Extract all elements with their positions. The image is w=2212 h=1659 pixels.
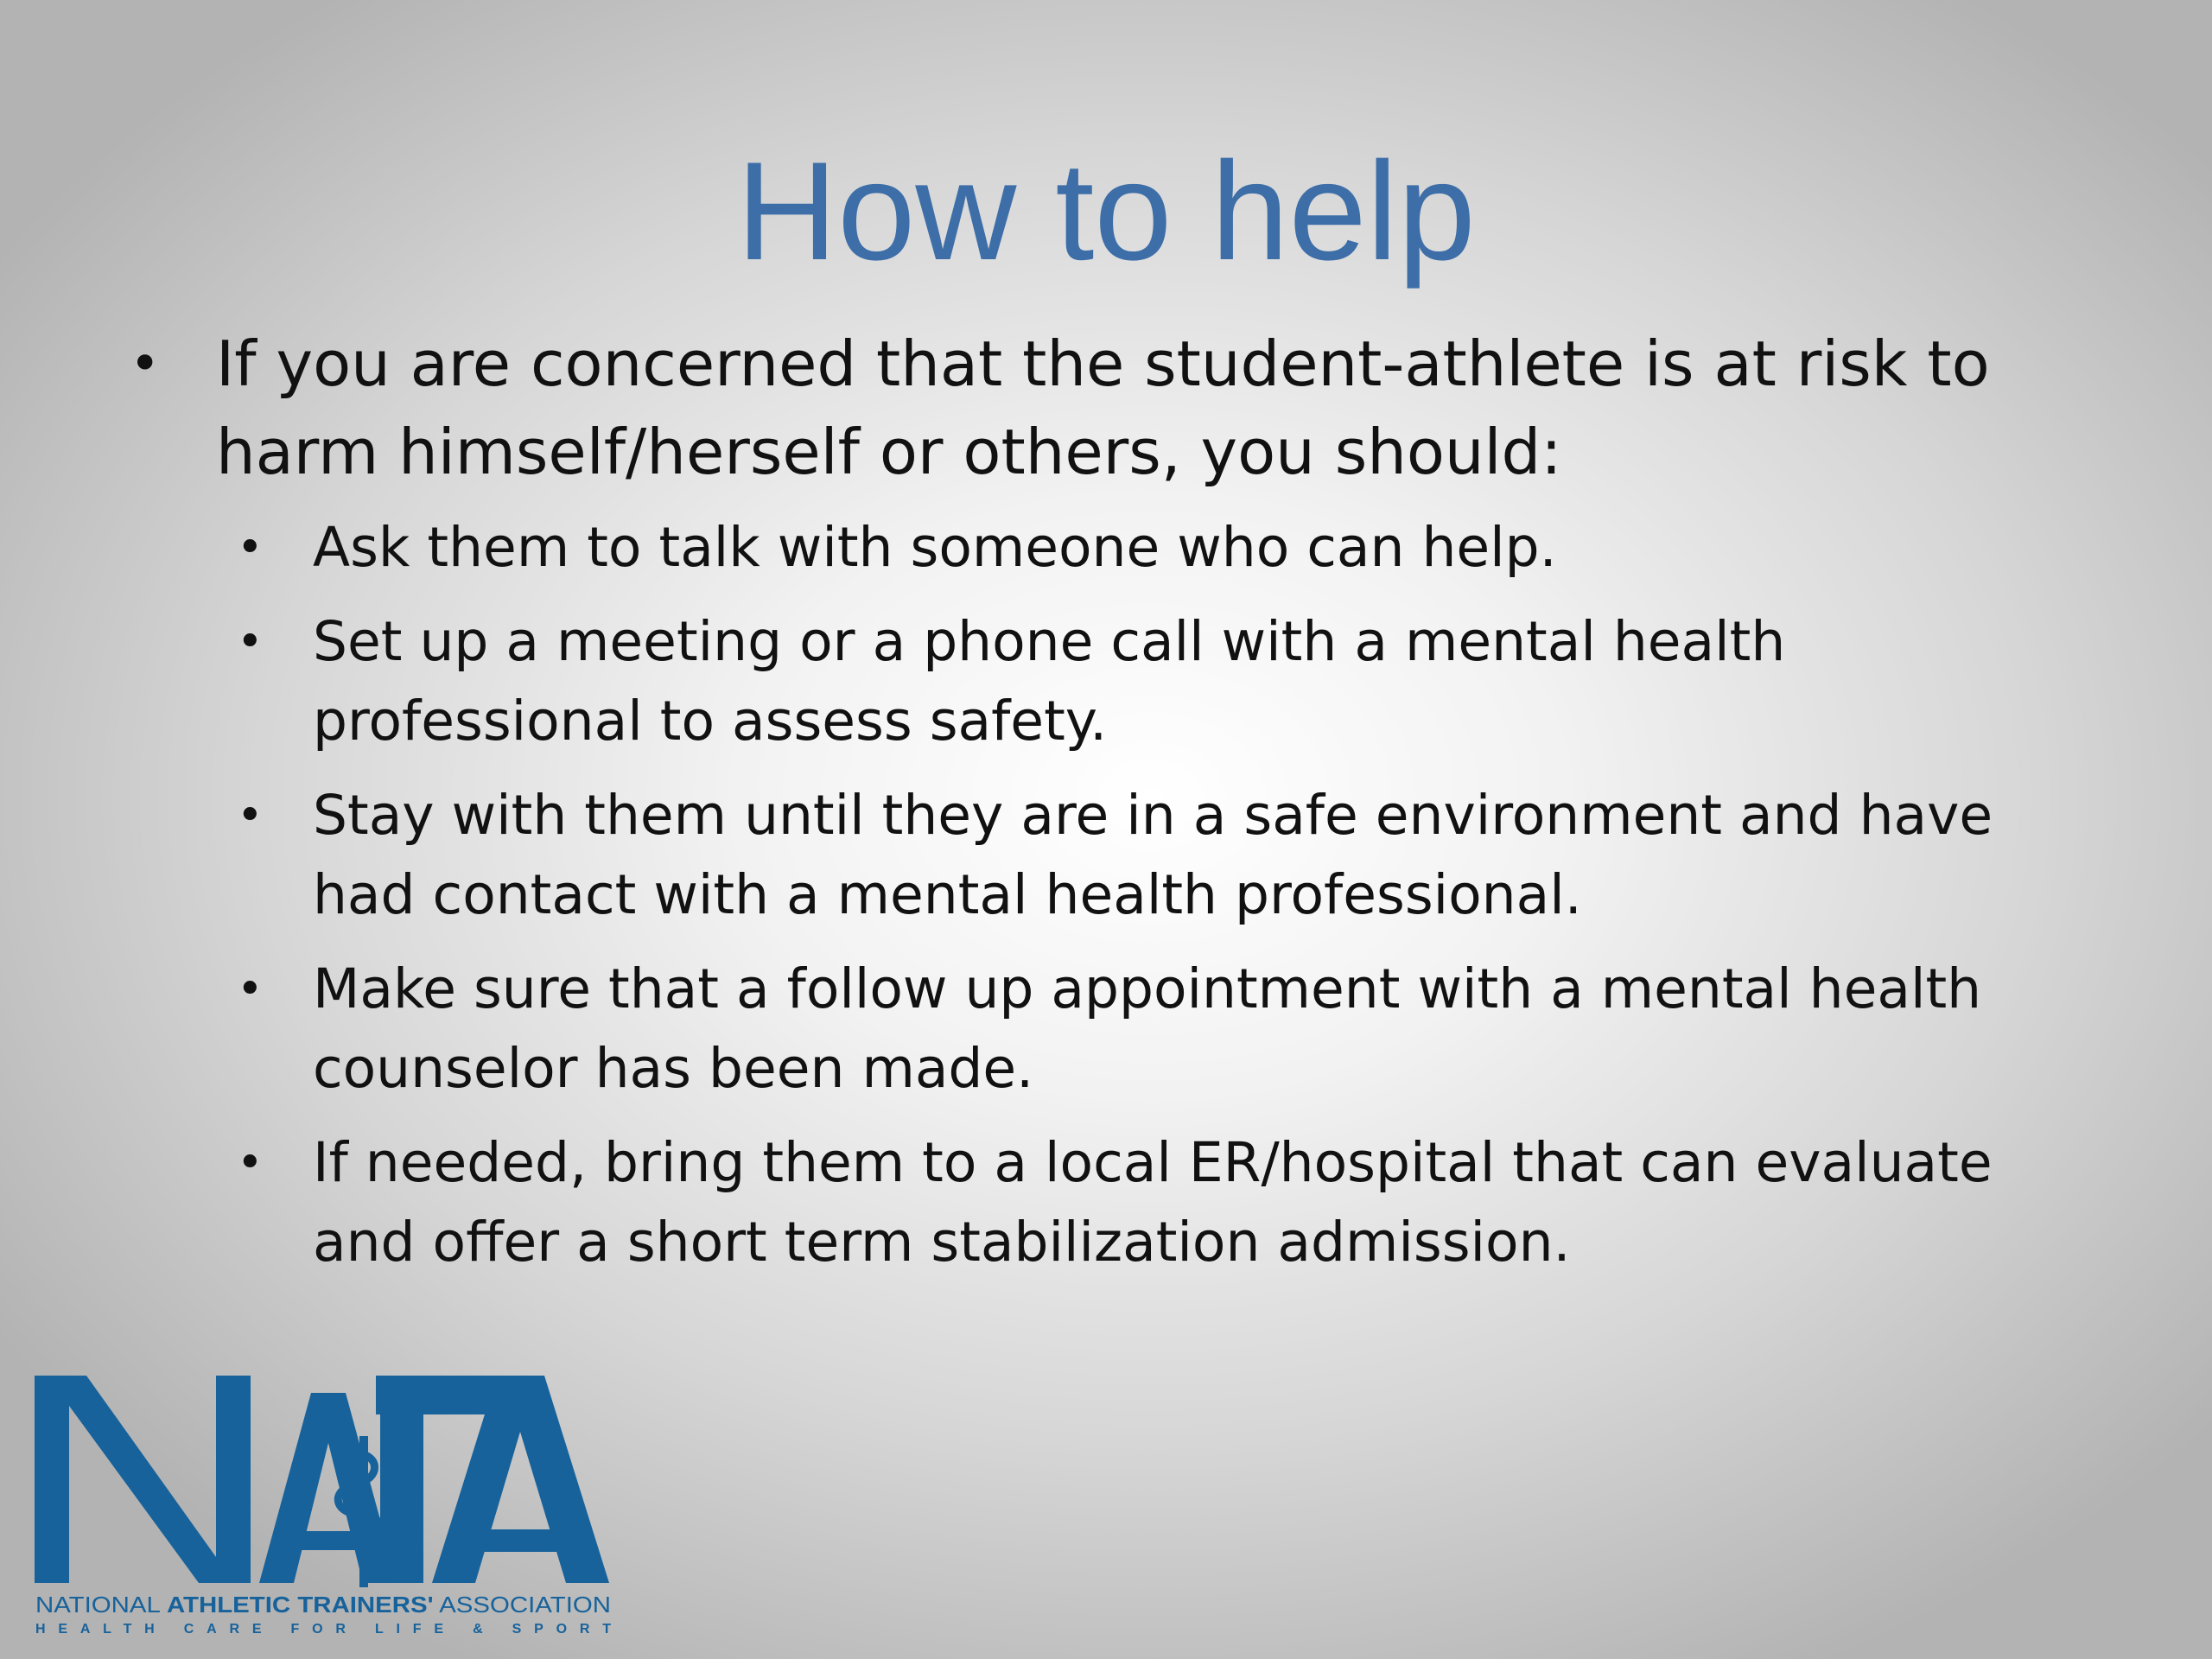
logo-letter-a-left — [259, 1393, 397, 1583]
logo-org-association: ASSOCIATION — [433, 1593, 588, 1618]
logo-letter-a-right-bar — [477, 1529, 565, 1552]
bullet-dot-icon: • — [237, 1137, 264, 1189]
nata-logo-graphic — [35, 1376, 613, 1637]
bullet-dot-icon: • — [130, 334, 161, 394]
sub-bullet-text: Ask them to talk with someone who can help. — [313, 516, 1557, 579]
bullet-dot-icon: • — [237, 522, 264, 574]
logo-org-athletic-trainers: ATHLETIC TRAINERS' — [166, 1593, 398, 1618]
bullet-dot-icon: • — [237, 616, 264, 668]
nata-logo — [35, 1376, 613, 1637]
bullet-main-text: If you are concerned that the student-athlete is at risk to harm himself/herself or others, you should: — [216, 327, 1990, 488]
sub-bullet — [237, 602, 2050, 761]
sub-bullet-text: If needed, bring them to a local ER/hospital that can evaluate and offer a short term stabilization admission. — [313, 1131, 1993, 1274]
svg-text:NATIONAL ATHLETIC TRAINERS' AS — [35, 1593, 611, 1618]
logo-letter-t-stem — [380, 1414, 423, 1583]
bullet-dot-icon: • — [237, 790, 264, 842]
slide-title: How to help — [736, 133, 1476, 289]
logo-tagline: HEALTH CARE FOR LIFE & SPORT — [35, 1622, 611, 1637]
sub-bullet — [237, 950, 2050, 1109]
sub-bullet — [237, 776, 2050, 935]
logo-letter-n — [35, 1376, 251, 1583]
sub-bullet-text: Make sure that a follow up appointment with a mental health counselor has been made. — [313, 957, 1982, 1100]
sub-bullet — [237, 508, 2050, 588]
sub-bullet — [237, 1123, 2050, 1282]
sub-bullet-text: Stay with them until they are in a safe environment and have had contact with a mental health professional. — [313, 784, 1993, 926]
logo-letter-a-left-bar — [294, 1531, 365, 1550]
bullet-main — [130, 320, 2100, 1282]
logo-org-national: NATIONAL — [35, 1593, 149, 1618]
logo-letter-t-top — [376, 1376, 497, 1414]
serpent-head-icon — [346, 1445, 359, 1459]
bullet-dot-icon: • — [237, 963, 264, 1015]
sub-bullet-list — [216, 508, 2100, 1282]
bullet-list — [0, 320, 2212, 1297]
sub-bullet-text: Set up a meeting or a phone call with a mental health professional to assess safety. — [313, 610, 1786, 753]
